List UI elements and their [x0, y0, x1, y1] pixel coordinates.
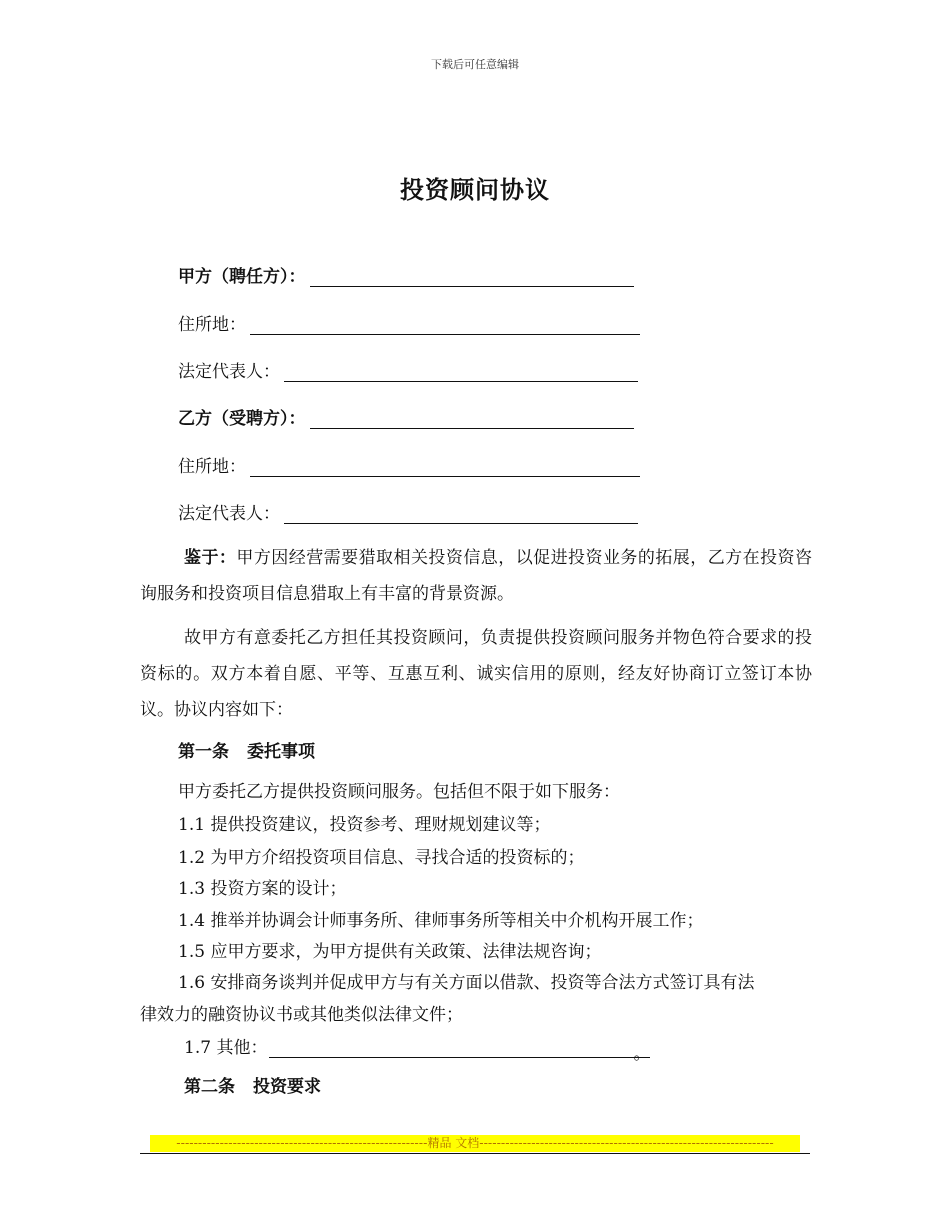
- article-2-heading: [184, 1072, 321, 1097]
- party-a-address-label: 住所地：: [178, 315, 246, 335]
- footer-mark: 精品 文档: [427, 1136, 480, 1150]
- article-1-title: 委托事项: [247, 742, 315, 762]
- party-b-field: [178, 404, 634, 429]
- party-b-rep-blank: [284, 505, 638, 524]
- article-2-title: 投资要求: [253, 1077, 321, 1097]
- party-a-rep-blank: [284, 363, 638, 382]
- article-1-item-7-label: 1.7 其他：: [184, 1038, 268, 1058]
- whereas-lead: 鉴于：: [184, 548, 237, 568]
- intro-paragraph: 故甲方有意委托乙方担任其投资顾问，负责提供投资顾问服务并物色符合要求的投资标的。双方本着自愿、平等、互惠互利、诚实信用的原则，经友好协商订立签订本协议。协议内容如下：: [140, 628, 812, 720]
- article-1-number: 第一条: [178, 742, 229, 762]
- party-b-rep-field: [178, 499, 638, 524]
- article-1-item-6-continued: 律效力的融资协议书或其他类似法律文件；: [140, 1005, 463, 1025]
- footer-banner: [150, 1135, 800, 1152]
- party-a-label: 甲方（聘任方）：: [178, 267, 306, 287]
- party-b-blank: [310, 410, 634, 429]
- article-1-item-6: 1.6 安排商务谈判并促成甲方与有关方面以借款、投资等合法方式签订具有法: [178, 973, 755, 993]
- article-1-item-7-blank: [269, 1039, 633, 1058]
- whereas-text: 甲方因经营需要猎取相关投资信息，以促进投资业务的拓展，乙方在投资咨询服务和投资项目信息猎取上有丰富的背景资源。: [140, 548, 813, 604]
- footer-dashes-left: ----------------------------------------------------------: [176, 1136, 428, 1150]
- article-2-number: 第二条: [184, 1077, 235, 1097]
- footer-dashes-right: --------------------------------------------------------------------: [479, 1136, 774, 1150]
- party-a-address-blank: [250, 316, 640, 335]
- party-b-address-label: 住所地：: [178, 457, 246, 477]
- article-1-item-1: 1.1 提供投资建议，投资参考、理财规划建议等；: [178, 815, 551, 835]
- article-1-item-2: 1.2 为甲方介绍投资项目信息、寻找合适的投资标的；: [178, 848, 585, 868]
- party-b-address-blank: [250, 458, 640, 477]
- footer-rule: [140, 1153, 810, 1154]
- party-a-rep-field: [178, 357, 638, 382]
- header-note: 下载后可任意编辑: [431, 58, 519, 71]
- party-a-field: [178, 262, 634, 287]
- party-a-rep-label: 法定代表人：: [178, 362, 280, 382]
- party-b-label: 乙方（受聘方）：: [178, 409, 306, 429]
- party-b-rep-label: 法定代表人：: [178, 504, 280, 524]
- article-1-item-7: [184, 1033, 651, 1064]
- document-title: 投资顾问协议: [400, 176, 550, 204]
- party-a-address-field: [178, 310, 640, 335]
- article-1-item-7-end: 。: [633, 1039, 650, 1058]
- article-1-item-5: 1.5 应甲方要求，为甲方提供有关政策、法律法规咨询；: [178, 942, 602, 962]
- article-1-heading: [178, 737, 315, 762]
- party-a-blank: [310, 268, 634, 287]
- article-1-item-4: 1.4 推举并协调会计师事务所、律师事务所等相关中介机构开展工作；: [178, 911, 704, 931]
- whereas-paragraph: [140, 540, 812, 612]
- party-b-address-field: [178, 452, 640, 477]
- article-1-item-3: 1.3 投资方案的设计；: [178, 879, 347, 899]
- article-1-intro: 甲方委托乙方提供投资顾问服务。包括但不限于如下服务：: [178, 782, 620, 802]
